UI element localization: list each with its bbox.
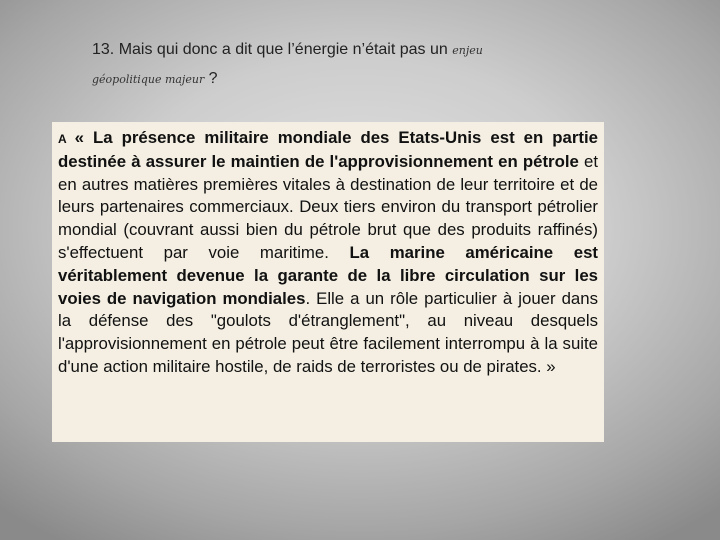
- quote-segment-1: « La présence militaire mondiale des Etats-Unis est en partie destinée à assurer le maintien de l'approvisionnement en pétrole: [58, 128, 598, 171]
- quote-box: [52, 122, 604, 442]
- quote-segment-2: et en autres matières premières vitales à destination de leur territoire et de leurs partenaires commerciaux. Deux tiers environ du transport pétrolier mondial (couvrant aussi bien du pétrole brut que des produits raffinés) s'effectuent par voie maritime.: [58, 151, 598, 262]
- bullet-marker: A: [58, 132, 67, 146]
- title-italic-geopolitique: géopolitique majeur: [92, 73, 205, 86]
- quote-segment-4: . Elle a un rôle particulier à jouer dans la défense des "goulots d'étranglement", au niveau desquels l'approvisionnement en pétrole peut être facilement interrompu à la suite d'une action militaire hostile, de raids de terroristes ou de pirates. »: [58, 288, 598, 376]
- title-italic-enjeu: enjeu: [452, 44, 483, 57]
- title-main-text: 13. Mais qui donc a dit que l’énergie n’était pas un: [92, 41, 448, 58]
- title-question-mark: ?: [208, 70, 218, 87]
- quote-segment-3: La marine américaine est véritablement devenue la garante de la libre circulation sur les voies de navigation mondiales: [58, 242, 598, 308]
- slide-title: [92, 36, 652, 94]
